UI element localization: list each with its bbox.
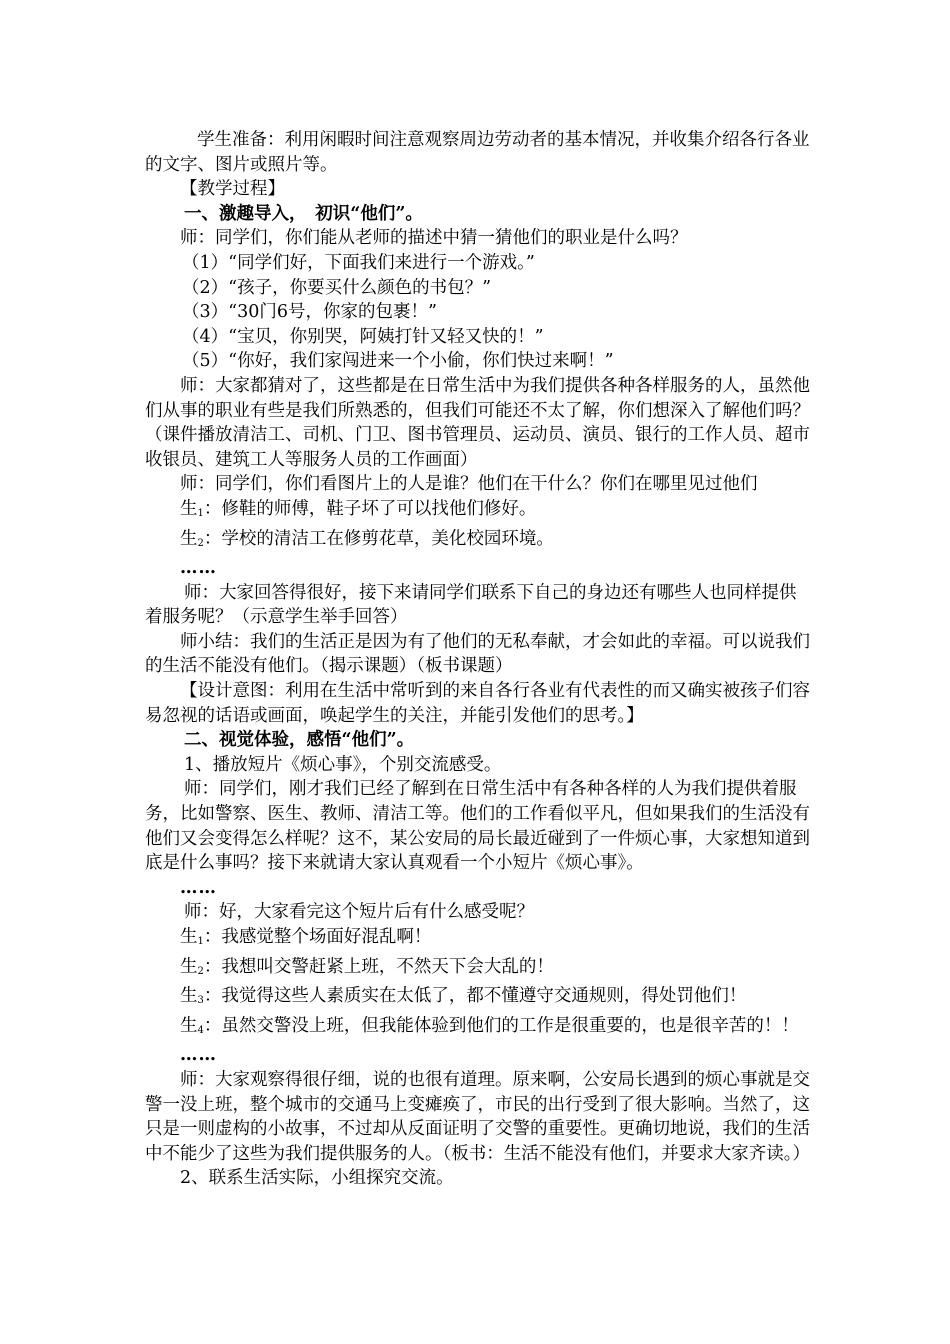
student-subscript: 1: [197, 507, 204, 519]
student-answer-text: 学校的清洁工在修剪花草，美化校园环境。: [221, 528, 554, 549]
teacher-feeling-question: 师：好，大家看完这个短片后有什么感受呢？: [184, 902, 534, 923]
teacher-followup-paragraph: 师：大家回答得很好，接下来请同学们联系下自己的身边还有哪些人也同样提供着服务呢？（示意学生举手回答）: [145, 582, 797, 628]
teacher-picture-question: 师：同学们，你们看图片上的人是谁？他们在干什么？你们在哪里见过他们: [180, 474, 758, 495]
student-feeling-2: [145, 955, 810, 985]
section-one-heading: 一、激趣导入， 初识“他们”。: [184, 203, 423, 224]
student-label: 生: [180, 1015, 198, 1036]
student-feeling-4: [145, 1014, 810, 1044]
teacher-short-film-paragraph: 师：同学们，刚才我们已经了解到在日常生活中有各种各样的人为我们提供着服务，比如警察、医生、教师、清洁工等。他们的工作看似平凡，但如果我们的生活没有他们又会变得怎么样呢？这不，某公安局的局长最近碰到了一件烦心事，大家想知道到底是什么事吗？接下来就请大家认真观看一个小短片《烦心事》。: [145, 779, 810, 874]
student-answer-2: [145, 527, 810, 557]
student-subscript: 2: [197, 965, 204, 977]
student-feeling-text: 我感觉整个场面好混乱啊！: [221, 927, 432, 947]
student-label: 生: [180, 498, 198, 519]
activity-one-heading: 1、播放短片《烦心事》，个别交流感受。: [184, 754, 502, 775]
student-answer-1: [145, 497, 810, 527]
quote-item-4: （4）“宝贝，你别哭，阿姨打针又轻又快的！”: [182, 326, 544, 347]
separator: ：: [203, 927, 222, 947]
ellipsis-3: ……: [180, 1045, 217, 1066]
ellipsis-2: ……: [180, 877, 217, 898]
student-feeling-text: 虽然交警没上班，但我能体验到他们的工作是很重要的，也是很辛苦的！！: [221, 1015, 799, 1036]
quote-item-5: （5）“你好，我们家闯进来一个小偷，你们快过来啊！”: [182, 351, 614, 372]
student-feeling-1: [145, 925, 810, 955]
student-feeling-text: 我觉得这些人素质实在太低了，都不懂遵守交通规则，得处罚他们！: [221, 986, 747, 1007]
separator: ：: [203, 986, 222, 1007]
student-feeling-text: 我想叫交警赶紧上班，不然天下会大乱的！: [221, 956, 554, 977]
student-label: 生: [180, 927, 198, 947]
quote-item-1: （1）“同学们好，下面我们来进行一个游戏。”: [182, 252, 535, 273]
quote-item-3: （3）“30门6号，你家的包裹！”: [182, 302, 437, 323]
student-preparation-paragraph: 学生准备：利用闲暇时间注意观察周边劳动者的基本情况，并收集介绍各行各业的文字、图片或照片等。: [145, 130, 810, 175]
student-subscript: 4: [197, 1024, 204, 1036]
design-intent-paragraph: 【设计意图：利用在生活中常听到的来自各行各业有代表性的而又确实被孩子们容易忽视的话语或画面，唤起学生的关注，并能引发他们的思考。】: [145, 681, 810, 726]
quote-item-2: （2）“孩子，你要买什么颜色的书包？”: [182, 277, 492, 298]
separator: ：: [203, 498, 222, 519]
student-subscript: 2: [197, 537, 204, 549]
teacher-conclusion-paragraph: 师：大家观察得很仔细，说的也很有道理。原来啊，公安局长遇到的烦心事就是交警一没上班，整个城市的交通马上变瘫痪了，市民的出行受到了很大影响。当然了，这只是一则虚构的小故事，不过却从反面证明了交警的重要性。更确切地说，我们的生活中不能少了这些为我们提供服务的人。（板书：生活不能没有他们，并要求大家齐读。）: [145, 1069, 810, 1164]
activity-two-heading: 2、联系生活实际，小组探究交流。: [180, 1168, 454, 1189]
student-label: 生: [180, 528, 198, 549]
section-two-heading: 二、视觉体验，感悟“他们”。: [184, 730, 415, 751]
separator: ：: [203, 1015, 222, 1036]
teacher-question-paragraph: 师：同学们，你们能从老师的描述中猜一猜他们的职业是什么吗？: [180, 228, 688, 249]
teacher-explanation-paragraph: 师：大家都猜对了，这些都是在日常生活中为我们提供各种各样服务的人，虽然他们从事的职业有些是我们所熟悉的，但我们可能还不太了解，你们想深入了解他们吗？（课件播放清洁工、司机、门卫、图书管理员、运动员、演员、银行的工作人员、超市收银员、建筑工人等服务人员的工作画面）: [145, 375, 810, 470]
teacher-summary-paragraph: 师小结：我们的生活正是因为有了他们的无私奉献，才会如此的幸福。可以说我们的生活不能没有他们。（揭示课题）（板书课题）: [145, 631, 810, 677]
ellipsis-1: ……: [180, 558, 217, 579]
student-label: 生: [180, 956, 198, 977]
student-subscript: 1: [197, 936, 204, 947]
separator: ：: [203, 528, 222, 549]
student-feeling-3: [145, 984, 810, 1014]
student-label: 生: [180, 986, 198, 1007]
separator: ：: [203, 956, 222, 977]
student-answer-text: 修鞋的师傅，鞋子坏了可以找他们修好。: [221, 498, 537, 519]
teaching-process-heading: 【教学过程】: [180, 179, 285, 200]
document-body: [145, 128, 810, 1191]
student-subscript: 3: [197, 995, 204, 1007]
